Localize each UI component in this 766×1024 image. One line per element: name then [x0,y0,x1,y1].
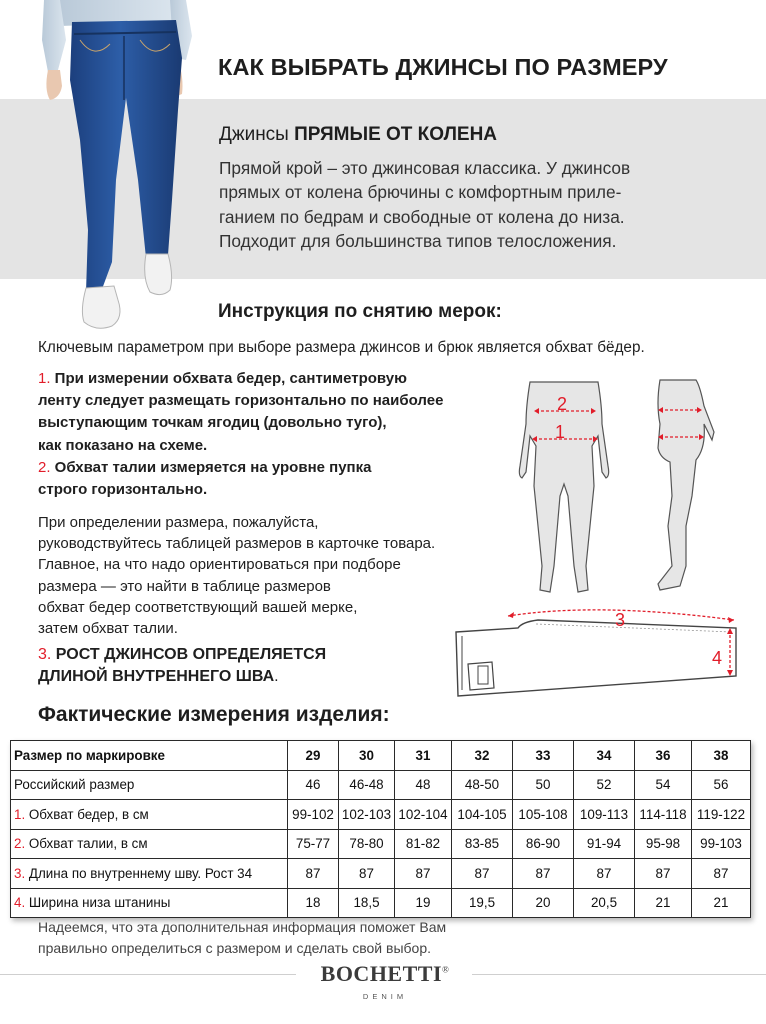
description-line: Прямой крой – это джинсовая классика. У джинсов [219,158,631,178]
instruction-end: . [274,667,279,685]
header-label: Размер по маркировке [11,741,288,771]
table-cell: 21 [635,888,692,918]
table-cell: 99-103 [692,829,751,859]
subtitle-prefix: Джинсы [219,124,295,145]
measure-label-4: 4 [712,648,723,668]
instruction-length [38,644,326,687]
measure-label-2: 2 [557,394,568,414]
size-cell: 31 [395,741,452,771]
table-title: Фактические измерения изделия: [38,703,390,726]
instruction-line: РОСТ ДЖИНСОВ ОПРЕДЕЛЯЕТСЯ [51,646,327,663]
table-cell: 19,5 [452,888,513,918]
instruction-line: строго горизонтально. [38,481,208,499]
table-cell: 87 [635,859,692,889]
instruction-line: ленту следует размещать горизонтально по наиболее [38,392,444,410]
table-cell: 104-105 [452,800,513,830]
table-cell: 56 [692,770,751,800]
model-jeans-illustration [0,0,215,340]
table-cell: 87 [339,859,395,889]
subtitle-bold: ПРЯМЫЕ ОТ КОЛЕНА [294,124,498,145]
size-cell: 36 [635,741,692,771]
jeans-length-diagram [448,606,748,706]
table-row [11,859,751,889]
table-cell: 114-118 [635,800,692,830]
instruction-line: При измерении обхвата бедер, сантиметровую [50,370,407,387]
table-cell: 87 [574,859,635,889]
body-measurement-diagram [500,376,740,606]
table-row [11,800,751,830]
brand-logo: BOCHETTI® [320,961,450,986]
instruction-line: как показано на схеме. [38,436,208,454]
size-cell: 30 [339,741,395,771]
guide-line: размера — это найти в таблице размеров [38,577,331,595]
table-cell: 83-85 [452,829,513,859]
row-label: Российский размер [11,770,288,800]
size-cell: 34 [574,741,635,771]
row-label: 2. Обхват талии, в см [11,829,288,859]
table-cell: 87 [452,859,513,889]
table-cell: 19 [395,888,452,918]
size-cell: 32 [452,741,513,771]
table-cell: 95-98 [635,829,692,859]
table-cell: 102-104 [395,800,452,830]
guide-line: руководствуйтесь таблицей размеров в карточке товара. [38,535,436,553]
step-number: 1. [38,370,51,387]
table-cell: 46 [288,770,339,800]
size-table [10,740,751,918]
table-cell: 91-94 [574,829,635,859]
measure-label-3: 3 [615,610,626,630]
size-cell: 29 [288,741,339,771]
table-cell: 109-113 [574,800,635,830]
instructions-intro: Ключевым параметром при выборе размера джинсов и брюк является обхват бёдер. [38,339,645,356]
size-cell: 33 [513,741,574,771]
table-cell: 21 [692,888,751,918]
table-cell: 52 [574,770,635,800]
side-body-figure [658,380,714,590]
table-cell: 18,5 [339,888,395,918]
instructions-title: Инструкция по снятию мерок: [218,301,502,322]
instruction-line: выступающим точкам ягодиц (довольно туго), [38,414,387,432]
model-description [219,156,719,254]
table-cell: 20 [513,888,574,918]
instruction-line: Обхват талии измеряется на уровне пупка [50,458,372,476]
model-subtitle [219,124,497,146]
instruction-hips-waist [38,368,498,501]
table-cell: 99-102 [288,800,339,830]
description-line: Подходит для большинства типов телосложения. [219,231,617,252]
footer-note [38,917,446,959]
step-number: 2. [38,458,51,476]
footer-divider-left [0,974,296,975]
table-cell: 46-48 [339,770,395,800]
table-cell: 18 [288,888,339,918]
footer-divider-right [472,974,766,975]
table-row [11,888,751,918]
guide-line: Главное, на что надо ориентироваться при подборе [38,556,401,574]
table-cell: 102-103 [339,800,395,830]
page-title: КАК ВЫБРАТЬ ДЖИНСЫ ПО РАЗМЕРУ [218,54,668,80]
table-header-row [11,741,751,771]
guide-line: обхват бедер соответствующий вашей мерке, [38,598,358,616]
size-cell: 38 [692,741,751,771]
table-cell: 86-90 [513,829,574,859]
table-cell: 50 [513,770,574,800]
row-label: 3. Длина по внутреннему шву. Рост 34 [11,859,288,889]
guide-line: При определении размера, пожалуйста, [38,514,319,531]
table-cell: 87 [288,859,339,889]
table-row [11,829,751,859]
brand-subtitle: DENIM [362,992,408,1001]
row-label: 1. Обхват бедер, в см [11,800,288,830]
description-line: прямых от колена брючины с комфортным приле- [219,182,622,203]
table-cell: 48 [395,770,452,800]
table-cell: 87 [692,859,751,889]
instruction-line: ДЛИНОЙ ВНУТРЕННЕГО ШВА [38,667,275,685]
table-cell: 48-50 [452,770,513,800]
description-line: ганием по бедрам и свободные от колена до низа. [219,206,625,227]
table-cell: 105-108 [513,800,574,830]
table-cell: 119-122 [692,800,751,830]
table-cell: 78-80 [339,829,395,859]
footer-line: Надеемся, что эта дополнительная информация поможет Вам [38,919,447,935]
table-cell: 54 [635,770,692,800]
size-guide-text [38,512,518,639]
table-cell: 75-77 [288,829,339,859]
row-label: 4. Ширина низа штанины [11,888,288,918]
footer-line: правильно определиться с размером и сделать свой выбор. [38,940,431,956]
guide-line: затем обхват талии. [38,620,178,638]
table-cell: 87 [395,859,452,889]
table-cell: 20,5 [574,888,635,918]
table-cell: 81-82 [395,829,452,859]
table-row [11,770,751,800]
step-number: 3. [38,646,52,663]
table-cell: 87 [513,859,574,889]
measure-label-1: 1 [555,422,566,442]
